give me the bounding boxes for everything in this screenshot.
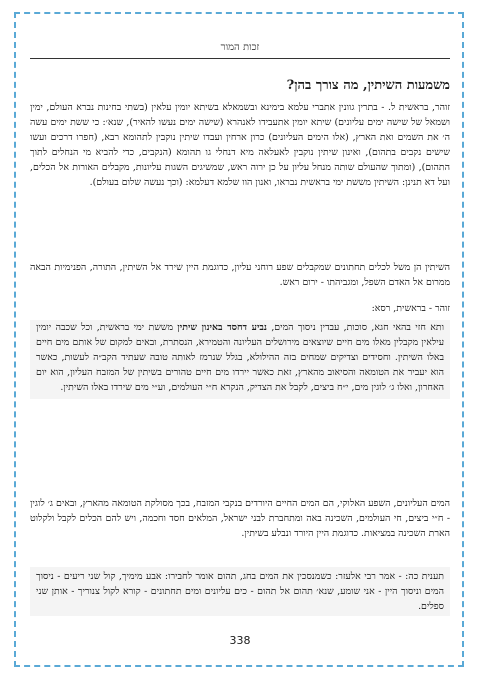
paragraph-shitin-explanation: השיתין הן משל לכלים תחתונים שמקבלים שפע רוחני עליון, כדוגמת היין שירד אל השיתין, התורה, הפנימיות הבאה ממרום אל האדם השפל, ומגביהתו - ירום ראש.	[30, 262, 450, 288]
document-page	[30, 22, 450, 652]
section-title: משמעות השיתין, מה צורך בהן?	[286, 78, 450, 93]
header-divider	[30, 58, 450, 59]
quote-bold-text: נביע דחסד באינון שיתין	[177, 322, 267, 333]
paragraph-upper-waters: המים העליונים, השפע האלוקי, הם המים החיים היורדים בנקבי המזבח, בכך מסולקת הטומאה מהארץ, ובאים ג׳ לוגין - ח״י ביצים, חי העולמים, השכינה באה ומתחברת לבני ישראל, המלאים חסד וחכמה, ויש להם הכלים לקבל ולקלוט הארת השכינה במציאות. כדוגמת היין היורד ונבלע בשיתין.	[30, 498, 450, 539]
paragraph-zohar-bereshit: זוהר, בראשית ל. - בתרין גוונין אתברי עלמא בימינא ובשמאלא בשיתא יומין עלאין (בשתי בחינות נברא העולם, ימין ושמאל של שישה ימים עליונים) שיתא יומין אתעבידו לאנהרא (שישה ימים נעשו להאיר), שנא׳: כי ששת ימים עשה ה׳ את השמים ואת הארץ, (אלו הימים העליונים) כרון ארחין ועבדו שיתין נוקבין לתהומא רבא, (חפרו דרכים ועשו שישים נקבים בתהום), ואינון שיתין נוקבין לאעלאה מיא דנחלי גו תהומא (הנקבים, כדי להביא מי הנחלים לתוך התהום), (ומתוך שהעולם שותה מנחל עליון על כן ירוה ראש, שמשיגים השגות עליונות, מקבלים האורות אל הכלים, ועל דא תנינן: השיתין מששת ימי בראשית נבראו, ואנון הוו שלמא דעלמא: (וכך נעשה שלום בעולם).	[30, 102, 450, 188]
page-number: 338	[229, 634, 251, 647]
quote-text-end: מששת ימי בראשית, וכל שכבה יומין עילאין מקבלין מאלו מים חיים שיוצאים מירושלים העליונה והטמירא, הנסתרת, ובאים למקום של אותם מים חיים באלו השיתין. וחסידים וצדיקים שמחים בזה ההילולא, בגלל שנרמז לאותה טובה שעתיד הקב״ה לעשות, כאשר הוא יעביר את הטומאה והסיאוב מהארץ, זאת כאשר יירדו מים חיים טהורים בשיתין של המזבח העליון, הוא יום האחרון, ואלו ג׳ לוגין מים, י״ח ביצים, לקבל את הצדיק, הנקרא ח״י העולמים, וע״י מים שירדו באלו השיתין.	[36, 322, 444, 393]
taanit-note-block: תענית כה: - אמר רבי אלעזר: כשמנסכין את המים בחג, תהום אומר לחבירו: אבע מימיך, קול שני ריעים - ניסוך המים וניסוך היין - אני שומע, שנא׳ תהום אל תהום - כים עליונים ומים תחתונים - קורא לקול צנוריך - אותן שני ספלים.	[30, 567, 450, 616]
zohar-quote-block	[30, 320, 450, 399]
quote-text-start: ותא חזי בהאי חגא, סוכות, עבדין ניסוך המים,	[266, 322, 444, 333]
source-label: זוהר - בראשית, רסא:	[371, 303, 450, 314]
running-header: זכות המור	[220, 42, 260, 53]
